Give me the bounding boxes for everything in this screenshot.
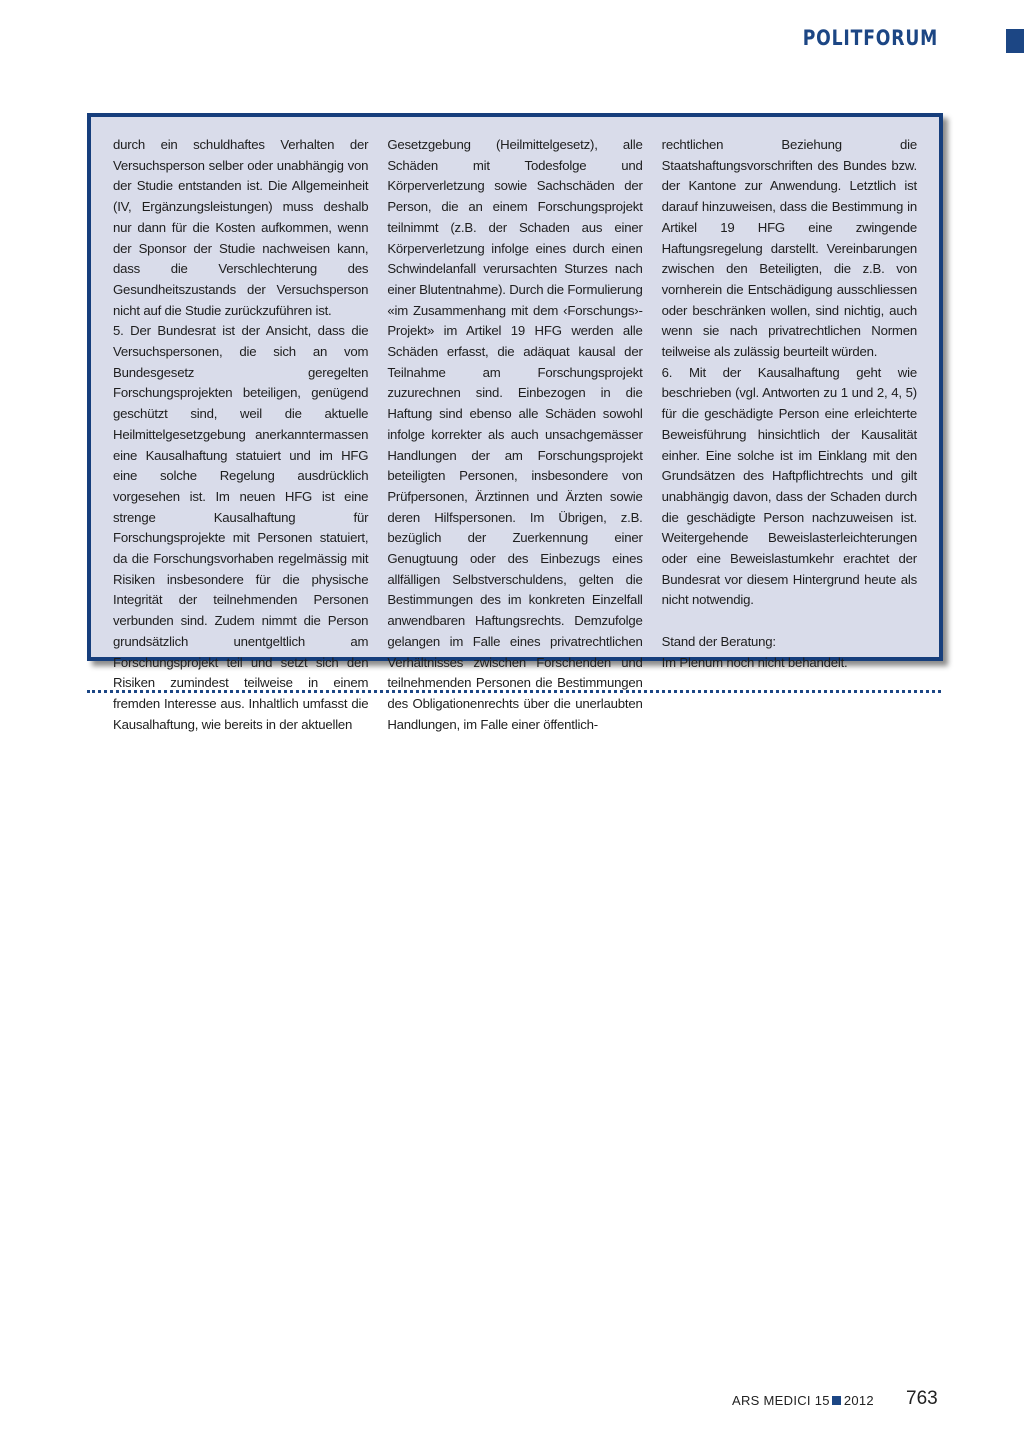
paragraph: rechtlichen Beziehung die Staatshaftungsvorschriften des Bundes bzw. der Kantone zur Anwendung. Letztlich ist darauf hinzuweisen, dass die Bestimmung in Artikel 19 HFG eine zwingende Haftungsregelung darstellt. Vereinbarungen zwischen den Beteiligten, die z.B. von vornherein die Entschädigung ausschliessen oder beschränken wollen, sind nichtig, auch wenn sie nach privatrechtlichen Normen teilweise als zulässig beurteilt würden. [661, 137, 917, 360]
paragraph: 6. Mit der Kausalhaftung geht wie beschrieben (vgl. Antworten zu 1 und 2, 4, 5) für die geschädigte Person eine erleichterte Beweisführung hinsichtlich der Kausalität einher. Eine solche ist im Einklang mit den Grundsätzen des Haftpflichtrechts und gilt unabhängig davon, dass der Schaden durch die geschädigte Person nachzuweisen ist. Weitergehende Beweislasterleichterungen oder eine Beweislastumkehr erachtet der Bundesrat vor diesem Hintergrund heute als nicht notwendig. [661, 364, 917, 608]
status-value: Im Plenum noch nicht behandelt. [661, 654, 848, 670]
issue-number: 15 [814, 1393, 830, 1408]
column-2 [387, 135, 643, 732]
edge-tab-marker [1006, 29, 1024, 53]
column-1 [113, 135, 369, 732]
square-separator-icon [832, 1396, 841, 1405]
paragraph: 5. Der Bundesrat ist der Ansicht, dass die Versuchspersonen, die sich an vom Bundesgesetz geregelten Forschungsprojekten beteiligen, genügend geschützt sind, weil die aktuelle Heilmittelgesetzgebung anerkanntermassen eine Kausalhaftung statuiert und im HFG eine solche Regelung ausdrücklich vorgesehen ist. Im neuen HFG ist eine strenge Kausalhaftung für Forschungsprojekte mit Personen statuiert, da die Forschungsvorhaben regelmässig mit Risiken insbesondere für die physische Integrität der teilnehmenden Personen verbunden sind. Zudem nimmt die Person grundsätzlich unentgeltlich am Forschungsprojekt teil und setzt sich den Risiken zumindest teilweise in einem fremden Interesse aus. Inhaltlich umfasst die Kausalhaftung, wie bereits in der aktuellen [113, 323, 369, 732]
paragraph: durch ein schuldhaftes Verhalten der Versuchsperson selber oder unabhängig von der Studie entstanden ist. Die Allgemeinheit (IV, Ergänzungsleistungen) muss deshalb nur dann für die Kosten aufkommen, wenn der Sponsor der Studie nachweisen kann, dass die Verschlechterung des Gesundheitszustands der Versuchsperson nicht auf die Studie zurückzuführen ist. [113, 137, 369, 318]
page-number: 763 [906, 1388, 938, 1409]
status-label: Stand der Beratung: [661, 633, 776, 649]
dotted-divider [87, 690, 941, 693]
column-3 [661, 135, 917, 670]
text-box [87, 113, 943, 732]
magazine-name: ARS MEDICI [732, 1393, 811, 1408]
issue-year: 2012 [843, 1393, 874, 1408]
footer-magazine [732, 1393, 874, 1408]
text-columns [113, 135, 917, 732]
paragraph: Gesetzgebung (Heilmittelgesetz), alle Schäden mit Todesfolge und Körperverletzung sowie Sachschäden der Person, die an einem Forschungsprojekt teilnimmt (z.B. der Schaden aus einer Körperverletzung infolge eines durch einen Schwindelanfall verursachten Sturzes nach einer Blutentnahme). Durch die Formulierung «im Zusammenhang mit dem ‹Forschungs›-Projekt» im Artikel 19 HFG werden alle Schäden erfasst, die adäquat kausal der Teilnahme am Forschungsprojekt zuzurechnen sind. Einbezogen in die Haftung sind ebenso alle Schäden sowohl infolge korrekter als auch unsachgemässer Handlungen der am Forschungsprojekt beteiligten Personen, insbesondere von Prüfpersonen, Ärztinnen und Ärzten sowie deren Hilfspersonen. Im Übrigen, z.B. bezüglich der Zuerkennung einer Genugtuung oder des Einbezugs eines allfälligen Selbstverschuldens, gelten die Bestimmungen des im konkreten Einzelfall anwendbaren Haftungsrechts. Demzufolge gelangen im Falle eines privatrechtlichen Verhältnisses zwischen Forschenden und teilnehmenden Personen die Bestimmungen des Obligationenrechts über die unerlaubten Handlungen, im Falle einer öffentlich- [387, 137, 643, 732]
section-label: POLITFORUM [802, 26, 938, 50]
